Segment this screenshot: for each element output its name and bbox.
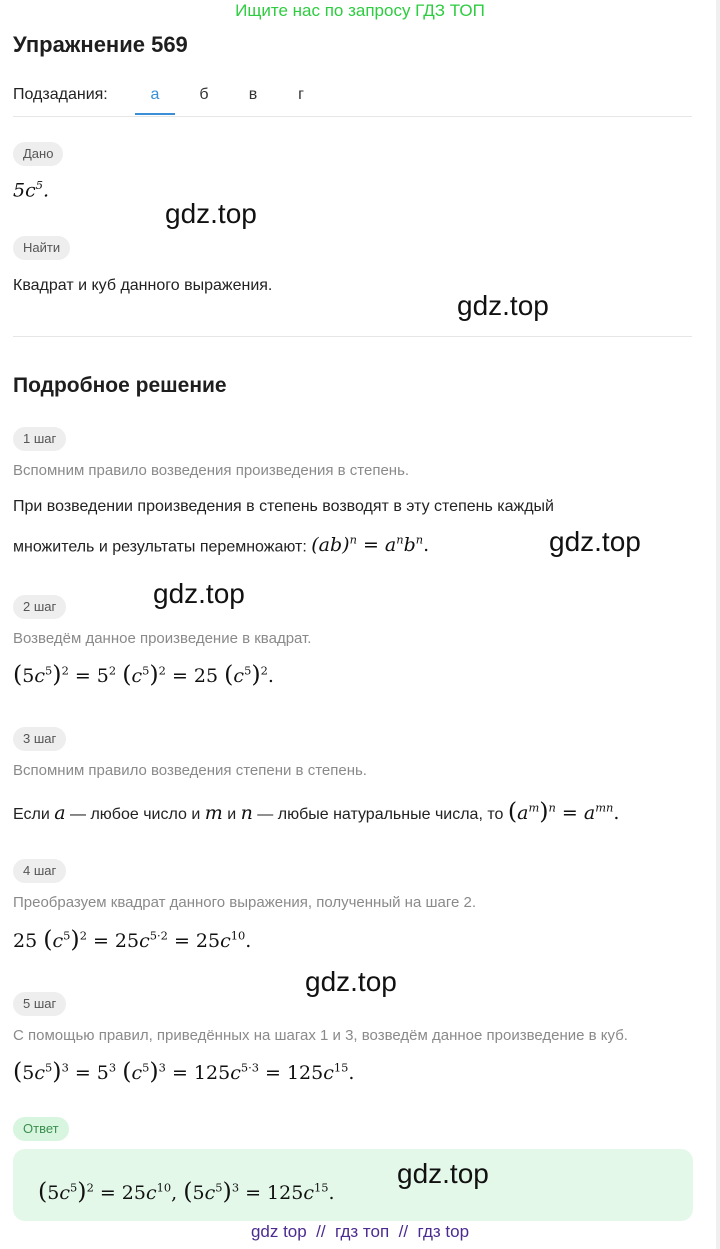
step-5-note: С помощью правил, приведённых на шагах 1 и 3, возведём данное произведение в куб. xyxy=(13,1027,628,1044)
tab-v[interactable]: в xyxy=(248,86,258,103)
step-2-note: Возведём данное произведение в квадрат. xyxy=(13,630,312,647)
step-4-badge: 4 шаг xyxy=(13,859,66,883)
footer-links[interactable]: gdz top // гдз топ // гдз top xyxy=(250,1222,470,1241)
tab-a[interactable]: а xyxy=(150,86,160,103)
watermark: gdz.top xyxy=(397,1158,489,1189)
step-5-badge: 5 шаг xyxy=(13,992,66,1016)
watermark: gdz.top xyxy=(457,290,549,321)
watermark: gdz.top xyxy=(153,578,245,609)
given-expression: $5c^5$. xyxy=(13,178,50,202)
promo-banner[interactable]: Ищите нас по запросу ГДЗ ТОП xyxy=(235,1,485,20)
step-1-text: При возведении произведения в степень возводят в эту степень каждый xyxy=(13,498,554,515)
tab-g[interactable]: г xyxy=(298,86,304,103)
scrollbar[interactable] xyxy=(716,0,720,1249)
watermark: gdz.top xyxy=(549,526,641,557)
solution-heading: Подробное решение xyxy=(13,374,227,397)
step-4-formula: 25 $(c^5)^2 = 25c^{5\cdot 2} = 25c^{10}$. xyxy=(13,925,252,953)
step-1-badge: 1 шаг xyxy=(13,427,66,451)
given-badge: Дано xyxy=(13,142,63,166)
divider xyxy=(13,336,692,337)
answer-formula: $(5c^5)^2 = 25c^{10}$, $(5c^5)^3 = 125c^{15}$. xyxy=(38,1177,335,1205)
active-tab-indicator xyxy=(135,113,175,115)
find-badge: Найти xyxy=(13,236,70,260)
divider xyxy=(13,116,692,117)
tab-b[interactable]: б xyxy=(199,86,209,103)
watermark: gdz.top xyxy=(165,198,257,229)
step-2-formula: $(5c^5)^2 = 5^2$ $(c^5)^2 = 25$ $(c^5)^2$. xyxy=(13,660,274,688)
step-1-text: множитель и результаты перемножают: $(ab)^n = a^nb^n$. xyxy=(13,533,430,557)
step-3-text: Если a — любое число и m и n — любые натуральные числа, то $(a^m)^n = a^{mn}$. xyxy=(13,797,620,825)
answer-badge: Ответ xyxy=(13,1117,69,1141)
step-3-badge: 3 шаг xyxy=(13,727,66,751)
step-3-note: Вспомним правило возведения степени в степень. xyxy=(13,762,367,779)
subtasks-label: Подзадания: xyxy=(13,86,108,103)
step-2-badge: 2 шаг xyxy=(13,595,66,619)
page-title: Упражнение 569 xyxy=(13,32,188,57)
step-1-note: Вспомним правило возведения произведения в степень. xyxy=(13,462,410,479)
step-5-formula: $(5c^5)^3 = 5^3$ $(c^5)^3 = 125c^{5\cdot 3} = 125c^{15}$. xyxy=(13,1057,355,1085)
step-4-note: Преобразуем квадрат данного выражения, полученный на шаге 2. xyxy=(13,894,476,911)
watermark: gdz.top xyxy=(305,966,397,997)
find-text: Квадрат и куб данного выражения. xyxy=(13,277,273,294)
